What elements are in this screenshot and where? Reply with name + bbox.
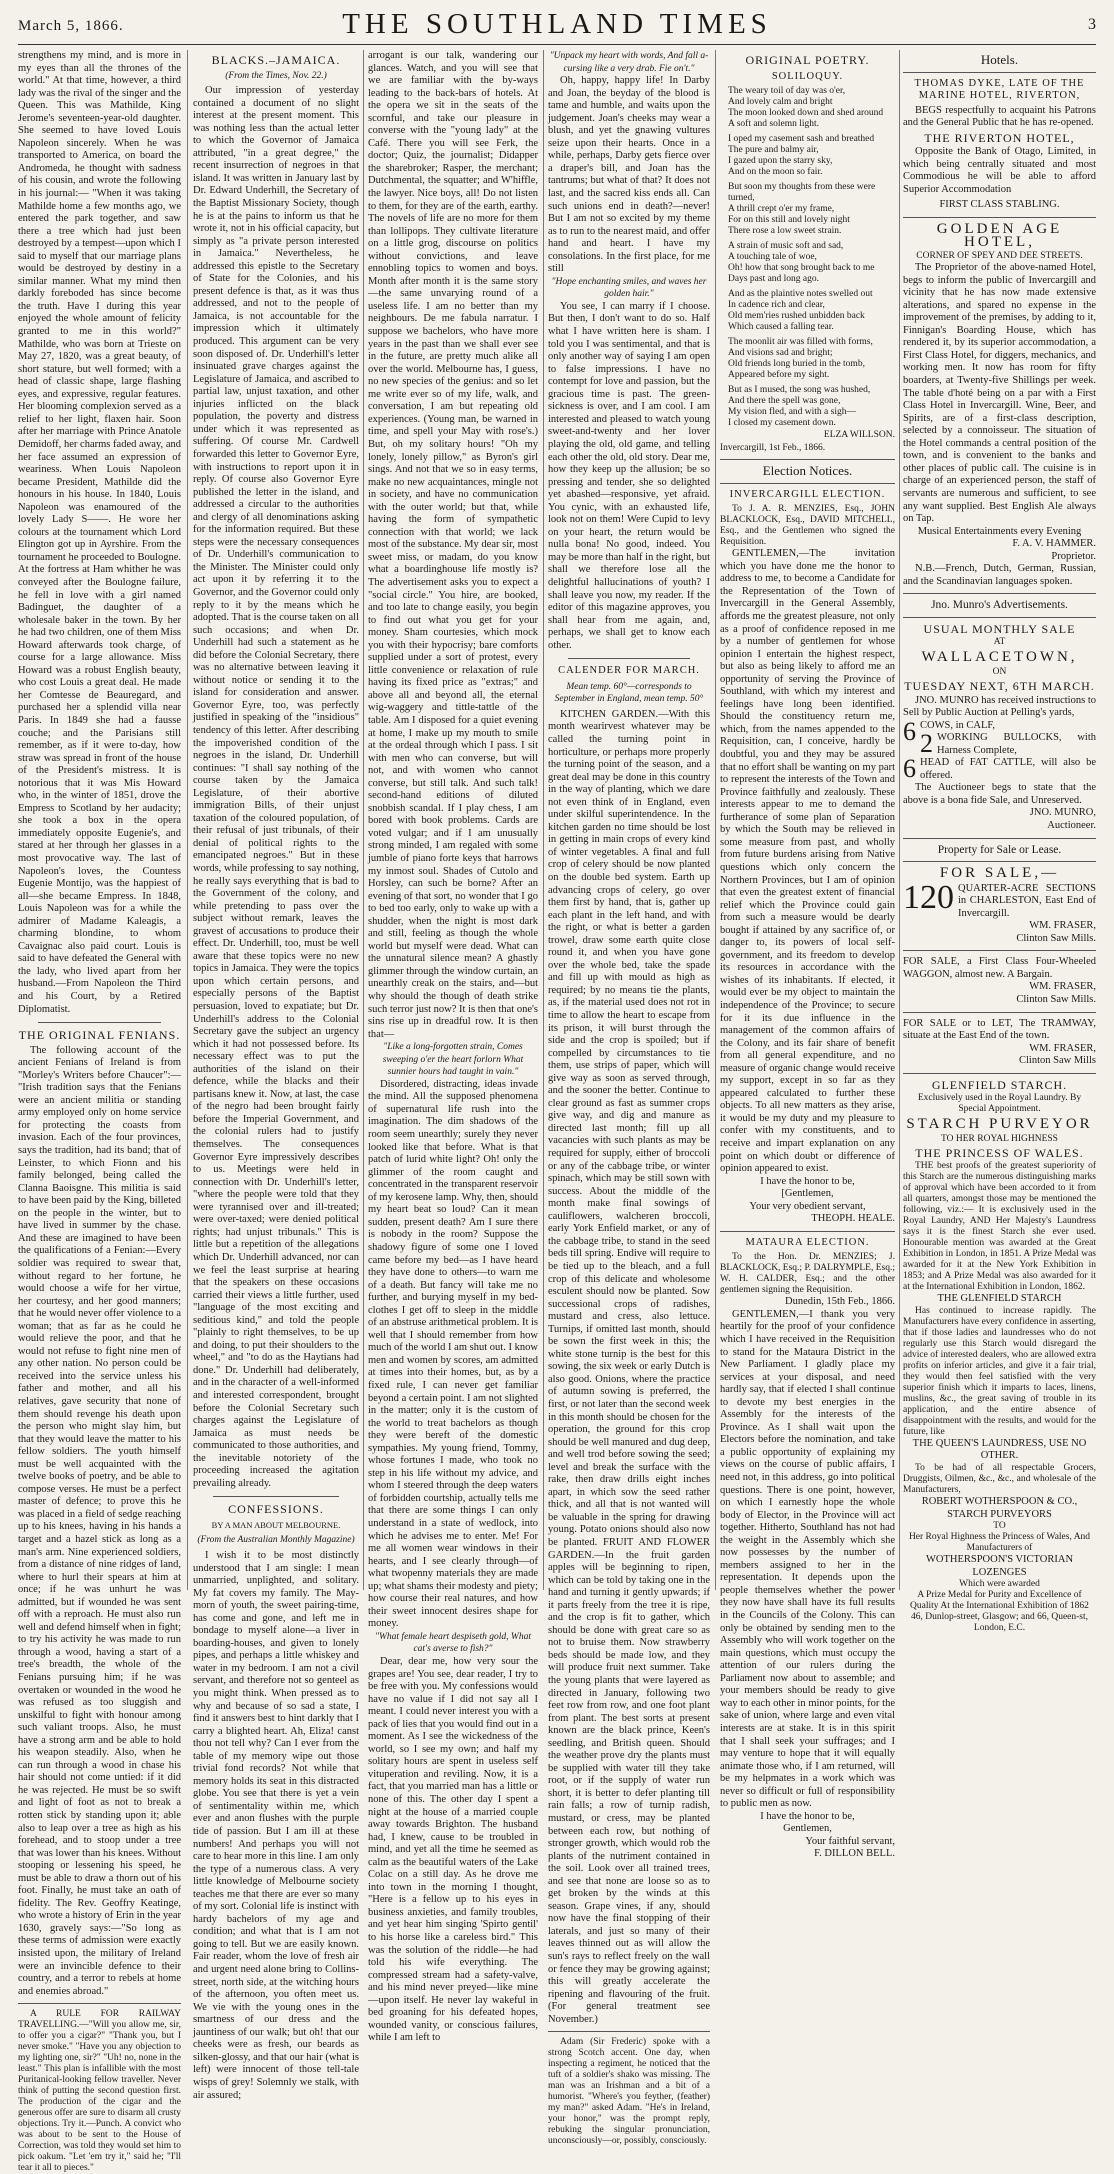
sale-place: WALLACETOWN, xyxy=(921,649,1078,666)
starch-lozenges: WOTHERSPOON'S VICTORIAN LOZENGES xyxy=(925,1554,1074,1578)
napoleon-article-continued: strengthens my mind, and is more in my eyes than all the thrones of the world." At that time, however, a third lady was the rival of the singer and the Queen. This was Mathilde, King Jerome's seventeen-year-old daughter. She seemed to have loved Louis Napoleon sincerely. When he was transported to America, on board the Andromeda, he thought with sadness of his cousin, and wrote the following in his journal:— "When it was taking Mathilde home a few months ago, we entered the park together, and saw there a tree which had just been destroyed by a tempest—upon which I said to myself that our marriage plans would be destroyed by destiny in a similar manner. What my mind then darkly foreboded has since become the truth. Have I during this year enjoyed the whole amount of felicity granted to me in this world?" Mathilde, who was born at Trieste on May 27, 1820, was a great beauty, of short stature, but well formed; with a head of classic shape, large flashing eyes, and expressive, regular features. Her blooming complexion served as a relief to her light, flaxen hair. Soon after her marriage with Prince Anatole Demidoff, her charms faded away, and her face assumed an expression of weariness. When Louis Napoleon became President, Mathilde did the honours in his house. In 1840, Louis Napoleon was enamoured of the lovely Lady S——. He wore her colours at the tournament which Lord Elington got up in Ayrshire. From the tournament he proceeded to Boulogne. At the fortress at Ham whither he was conveyed after the Boulogne failure, he fell in love with a girl named Badinguet, the daughter of a wholesale baker in the town. By her he had two children, one of them Miss Howard afterwards took charge, of course for a large allowance. Miss Howard was a robust English beauty, who cost Louis a great deal. He made her Comtesse de Beauregard, and purchased her a splendid villa near Paris. In 1849 she had a fausse couche; and the Parisians still remember, as if it were to-day, how straw was spread in front of the house of the President's mistress. It is notorious that it was Mis Howard who, in the winter of 1851, drove the Empress to Scotland by her audacity; she took a box in the opera immediately opposite Eugenie's, and stared at her through her glasses in a most provocative way. The last of Napoleon's loves, the Countess Eugenie Montijo, was the happiest of all—she became Empress. In 1848, Louis Napoleon was for a while the admirer of Madame Kaleagis, a charming blondine, to whom Cavaignac also paid court. Louis is said to have defeated the General with the lady, who lived apart from her husband.—From Napoleon the Third and his Court, by a Retired Diplomatist. xyxy=(18,50,181,1015)
column-2 xyxy=(193,50,359,2101)
property-header: Property for Sale or Lease. xyxy=(937,843,1062,856)
fraser-signature: WM. FRASER, xyxy=(1029,920,1096,932)
page-number: 3 xyxy=(1088,16,1096,33)
tramway-ad: FOR SALE or to LET, The TRAMWAY, situate at the East End of the town. xyxy=(903,1017,1096,1042)
poem-line: And on the moon so fair. xyxy=(728,167,823,178)
closing-line: I have the honor to be, xyxy=(760,1175,855,1187)
poem-line: A thrill crept o'er my frame, xyxy=(728,204,835,215)
hotels-header: Hotels. xyxy=(980,52,1019,67)
poem-line: The weary toil of day was o'er, xyxy=(728,86,846,97)
sale-items xyxy=(903,716,1096,784)
riverton-ad-title: THOMAS DYKE, LATE OF THE MARINE HOTEL, RIVERTON, xyxy=(914,77,1085,102)
column-rule xyxy=(363,50,364,1590)
column-1 xyxy=(18,50,181,2174)
invercargill-address: To J. A. R. MENZIES, Esq., JOHN BLACKLOCK, Esq., DAVID MITCHELL, Esq., and the Gentlemen who signed the Requisition. xyxy=(720,504,895,548)
starch-maker: ROBERT WOTHERSPOON & CO., xyxy=(921,1496,1078,1508)
column-6 xyxy=(903,50,1096,1634)
column-rule xyxy=(543,50,544,1590)
poem-line: A touching tale of woe, xyxy=(728,252,817,263)
column-3 xyxy=(368,50,538,2044)
closing-line: [Gentlemen, xyxy=(781,1188,834,1200)
poem-line: The moonlit air was filled with forms, xyxy=(728,337,873,348)
poem-line: And there the spell was gone, xyxy=(728,396,841,407)
sale-text: JNO. MUNRO has received instructions to Sell by Public Auction at Pelling's yards, xyxy=(903,694,1096,719)
sale-title: USUAL MONTHLY SALE xyxy=(923,621,1076,636)
signature: THEOPH. HEALE. xyxy=(811,1213,895,1225)
sale-item-text: COWS, in CALF, xyxy=(920,719,996,731)
separator xyxy=(903,593,1096,594)
mataura-election-title: MATAURA ELECTION. xyxy=(745,1236,870,1248)
fraser-mills: Clinton Saw Mills. xyxy=(1016,932,1096,944)
separator xyxy=(18,2003,181,2004)
poem-line: I closed my casement down. xyxy=(728,418,836,429)
starch-maker-2: STARCH PURVEYORS xyxy=(947,1508,1052,1520)
closing-line: I have the honor to be, xyxy=(760,1810,855,1822)
confessions-title: CONFESSIONS. xyxy=(228,1502,324,1517)
separator xyxy=(720,483,895,484)
starch-maker-3: Her Royal Highness the Princess of Wales, And Manufacturers of xyxy=(908,1532,1091,1554)
riverton-ad-text-2: Opposite the Bank of Otago, Limited, in which being centrally situated and most Commodious he will be able to afford Superior Accommodation xyxy=(903,146,1096,195)
poem-line: And lovely calm and bright xyxy=(728,97,833,108)
sale-signature: JNO. MUNRO, xyxy=(1029,807,1096,819)
separator xyxy=(213,1496,339,1497)
separator xyxy=(903,861,1096,862)
adam-anecdote: Adam (Sir Frederic) spoke with a strong Scotch accent. One day, when inspecting a regiment, he noticed that the tuft of a soldier's shako was missing. The man was an Irishman and a bit of a humorist. "Where's you feyther, (feather) my man?" asked Adam. "He's in Ireland, your honor," was the prompt reply, rebuking the singular pronunciation, unconsciously—or, possibly, consciously. xyxy=(548,2037,710,2147)
waggon-ad: FOR SALE, a First Class Four-Wheeled WAGGON, almost new. A Bargain. xyxy=(903,956,1096,980)
separator xyxy=(903,217,1096,218)
separator xyxy=(903,72,1096,73)
issue-date: March 5, 1866. xyxy=(18,18,124,34)
sale-at: AT xyxy=(993,637,1006,648)
starch-purveyor: STARCH PURVEYOR xyxy=(906,1116,1093,1133)
poem-line: Oh! how that song brought back to me xyxy=(728,263,875,274)
calendar-title: CALENDER FOR MARCH. xyxy=(558,665,700,677)
sale-item-count: 6 xyxy=(903,754,916,784)
verse-quote-0: "Unpack my heart with words, And fall a-cursing like a very drab. Fie on't." xyxy=(549,51,709,74)
mataura-date: Dunedin, 15th Feb., 1866. xyxy=(785,1296,895,1308)
poem-line: The moon looked down and shed around xyxy=(728,108,884,119)
separator xyxy=(903,1012,1096,1013)
riverton-hotel-name: THE RIVERTON HOTEL, xyxy=(924,130,1075,145)
masthead xyxy=(18,10,1096,44)
confessions-article: I wish it to be most distinctly understood that I am single: I mean unmarried, unplighted, and solitary. My fat covers my family. The May-morn of youth, the sweet pairing-time, has come and gone, and left me in bondage to myself alone—a liver in boarding-houses, and given to lonely pipes, and perhaps a little whiskey and water in my bedroom. I am not a civil servant, and therefore not so genteel as you might think. When pressed as to why and because of so sad a state, I find it answers best to hint darkly that I carry a blighted heart. Ah, Eliza! canst thou not tell why? Can I ever from the table of my memory wipe out those trivial fond records? Not while that memory holds its seat in this distracted globe. You see that there is yet a vein of sentimentality within me, which ever and anon flushes with the purple tide of passion. But I am ill at these numbers! And perhaps you will not care to hear more in this line. I am only the type of a numerous class. A very little knowledge of Melbourne society teaches me that there are ever so many of my sort. Colonial life is instinct with hardy bachelors of my age and condition; and what that is I am not going to tell. But we are easily known. Fair reader, whom the love of fresh air and urgent need alone bring to Collins-street, north side, at the witching hours of the afternoon, you often meet us. We vie with the young ones in the smartness of our dress and the jauntiness of our walk; but oh! that our cheeks were as fresh, our beards as silken-glossy, and that our hair (what is left) were innocent of those tell-tale wisps of grey! Solemnly we stalk, with air assured; xyxy=(193,1549,359,2101)
confessions-continued-3: Dear, dear me, how very sour the grapes are! You see, dear reader, I try to be free with you. My confessions would have no value if I did not say all I meant. I could never interest you with a pack of lies that you would find out in a moment. As I see the wickedness of the world, so I see my own; and half my solitary hours are spent in useless self vituperation and reviling. Now, it is a fact, that you married man has a little or none of this. The other day I spent a night at the house of a married couple away towards Brighton. The husband had, I knew, cause to be troubled in mind, and yet all the time he seemed as calm as the beautiful waters of the Lake Colac on a still day. As he drove me into town in the morning I thought, "Here is a fellow up to his eyes in business anxieties, and family troubles, and yet hear him singing 'Spirto gentil' to his horse like a careless bird." This was the solution of the riddle—he had told his wife everything. The compressed stream had a safety-valve, and his mind never preyed—like mine—upon itself. He never lay wakeful in bed groaning for his defeated hopes, wounded vanity, or conscious failures, while I am left to xyxy=(368,1656,538,2044)
confessions-continued-1: arrogant is our talk, wandering our glances. Watch, and you will see that we are familiar with the by-ways leading to the back-bars of hotels. At the opera we sit in the seats of the scornful, and take our pleasure in converse with the "young lady" at the Café. There you will see Ferk, the doctor; Quiz, the journalist; Didapper the sharebroker; Rasper, the merchant; Dutchmental, the squatter; and W'hiffle, the lawyer. Nice boys, all! Do not listen to them, for they are of the earth, earthy. The novels of life are no more for them than lollipops. They cultivate literature on a little grog, discourse on politics without convictions, and leave ennobling topics to women and boys. Month after month it is the same story—the same unvarying round of a useless life. I am no better than my neighbours. De me fabula narratur. I suppose we bachelors, who have more years in the past than we shall ever see in the future, are pretty much alike all over the world. Melbourne has, I guess, no new species of the genius: and so let me write ever so of my life, walk, and conversation, I am but repeating old experiences. (Young man, be warned in time, and spell your May with rose's.) But, oh my solitary hours! "Oh my lonely, lonely pillow," as Byron's girl sings. And not that we so in easy terms, make no new acquaintances, mingle not in society, and have no communication with the outer world; but that, while having the form of sympathetic connection with that world; we lack most of the substance. My dear sir, most sweet miss, or madam, do you know what a boardinghouse life mostly is? The advertisement asks you to expect a "social circle." You hire, are booked, and too late to change easily, you begin to find out what you get for your money. Sham courtesies, which mock you with their hypocrisy; bare comforts supplied under a sort of protest, every little convenience or relaxation of rule having its fixed price as "extras;" and above all and beyond all, the eternal wig-waggery and tittle-tattle of the table. Am I disposed for a quiet evening at home, I make up my mouth to smile at the ordeal through which I pass. I sit with men who can converse, but will not, and with women who cannot converse, but still talk. And such talk! second-hand editions of diluted snobbish scandal. If I play chess, I am bored with book problems. Cards are voted vulgar; and if I am unusually strong minded, I am regaled with some jumble of piano forte keys that harrows my inmost soul. Shades of Cutolo and Horsley, can such be borne? After an evening of that sort, no wonder that I go to bed too early, only to wake up with a shudder, when the night is most dark and still, feeling as though the whole world but myself were dead. What can the unnatural silence mean? A ghastly glimmer through the window curtain, an unearthly creak on the stairs, and—but why should the though of death strike such terror just now? It is then that one's sins rise up in dreadful row. It is then that— xyxy=(368,50,538,1040)
poem-line: And as the plaintive notes swelled out xyxy=(728,289,873,300)
separator xyxy=(720,459,895,460)
invercargill-election-title: INVERCARGILL ELECTION. xyxy=(729,488,886,500)
separator xyxy=(548,2031,710,2032)
fraser-mills: Clinton Saw Mills xyxy=(1018,1055,1096,1067)
sale-item-count: 2 xyxy=(920,729,933,759)
starch-subtitle: Exclusively used in the Royal Laundry. By Special Appointment. xyxy=(917,1093,1082,1115)
fenians-article: The following account of the ancient Fenians of Ireland is from "Morley's Writers before Chaucer":— "Irish tradition says that the Fenians were an ancient militia or standing army employed only on home service for protecting the coasts from invasion. Each of the four provinces, says the tradition, had its band; that of Leinster, to which Fionn and his family belonged, being called the Clanna Baoisgne. This militia is said to have been paid by the King, billeted on the people in the winter, but to have lived in summer by the chase. And these are imagined to have been the qualifications of a Fenian:—Every soldier was required to swear that, without regard to her fortune, he would choose a wife for her virtue, her courtesy, and her good manners; that he would never offer violence to a woman; that as far as he could he would relieve the poor, and that he would not refuse to fight nine men of any other nation. No person could be received into the service unless his father and mother, and all his relatives, gave security that none of them should revenge his death upon the person who might slay him, but that they would leave the matter to his fellow soldiers. The youth himself must be well acquainted with the twelve books of poetry, and be able to compose verses. He must be a perfect master of defence; to prove this he was placed in a field of sedge reaching up to his knees, having in his hands a target and a hazel stick as long as a man's arm. Nine experienced soldiers, from a distance of nine ridges of land, where to hurl their spears at him at once; if he was unhurt he was admitted, but if wounded he was sent off with a reproach. He must also run well and defend himself when in fight; to try his activity he was made to run through a wood, having a start of a tree's breadth, the whole of the Fenians pursuing him; if he was overtaken or wounded in the wood he was refused as too sluggish and unskilful to fight with honour among such valiant troops. Also, he must have a strong arm and be able to hold his weapon steadily. Also, when he can run through a wood in chase his hair should not come untied: if it did he was rejected. He must be so swift and light of foot as not to break a rotten stick by standing upon it; able also to leap over a tree as high as his forehead, and to stoop under a tree that was lower than his knees. Without stooping or lessening his speed, he must be able to draw a thorn out of his foot. Finally, he must take an oath of fidelity. The Rev. Geoffry Keatinge, who wrote a history of Erin in the year 1630, gravely says:—"So long as these terms of admission were exactly insisted upon, the military of Ireland were an invincible defence to their country, and a terror to rebels at home and enemies abroad." xyxy=(18,1044,181,1997)
golden-age-address: CORNER OF SPEY AND DEE STREETS. xyxy=(916,251,1083,262)
poem-line: In cadence rich and clear, xyxy=(728,300,825,311)
mataura-address: To the Hon. Dr. MENZIES; J. BLACKLOCK, Esq.; P. DALRYMPLE, Esq.; W. H. CALDER, Esq.; and the other gentlemen signing the Requisition. xyxy=(720,1252,895,1296)
poem-line: There rose a low sweet strain. xyxy=(728,226,842,237)
fraser-mills: Clinton Saw Mills. xyxy=(1016,994,1096,1005)
poem-line: Days past and long ago. xyxy=(728,274,820,285)
sale-note: The Auctioneer begs to state that the above is a bona fide Sale, and Unreserved. xyxy=(903,782,1096,806)
starch-text-2: Has continued to increase rapidly. The Manufacturers have every confidence in asserting, that if those ladies and laundresses who do not regularly use this Starch would disregard the advice of interested dealers, who are allowed extra profits on inferior articles, and give it a fair trial, they would then feel satisfied with the very superior finish which it imparts to laces, linens, muslins, &c., the great saving of trouble in its application, and the entire absence of disappointment with the results, and would for the future, like xyxy=(903,1305,1096,1437)
separator xyxy=(903,1073,1096,1074)
sections-count: 120 xyxy=(903,878,954,916)
column-rule xyxy=(715,50,716,1590)
poem-line: A soft and solemn light. xyxy=(728,119,820,130)
starch-to-2: TO xyxy=(993,1521,1006,1532)
sale-item-text: HEAD of FAT CATTLE, will also be offered. xyxy=(920,757,1096,781)
sale-item-count: 6 xyxy=(903,716,916,746)
starch-to: TO HER ROYAL HIGHNESS xyxy=(941,1133,1058,1144)
starch-text: THE best proofs of the greatest superiority of this Starch are the numerous distinguishing marks of approval which have been accorded to it from all quarters, amongst those may be mentioned the following, viz.:— It is exclusively used in the Royal Laundry, AND Her Majesty's Laundress says it is the finest Starch she ever used. Honourable mention was awarded at the Great Exhibition in London, in 1851. A Prize Medal was awarded for it at the New York Exhibition in 1853; and A Prize Medal was also awarded for it at the International Exhibition in London, 1862. xyxy=(903,1161,1096,1293)
poem-line: I gazed upon the starry sky, xyxy=(728,156,833,167)
separator xyxy=(903,950,1096,951)
poem-line: Old friends long buried in the tomb, xyxy=(728,359,865,370)
starch-lozenges-2: Which were awarded xyxy=(959,1579,1040,1590)
confessions-byline: BY A MAN ABOUT MELBOURNE. xyxy=(211,1519,341,1530)
column-rule xyxy=(187,50,188,1590)
poem-line: But as I mused, the song was hushed, xyxy=(728,385,871,396)
poetry-header: ORIGINAL POETRY. xyxy=(745,53,870,67)
golden-age-text: The Proprietor of the above-named Hotel, begs to inform the public of Invercargill and vicinity that he has now made extensive alterations, and spared no expense in the improvement of the premises, by adding to it, Finnigan's Boarding House, which has rendered it, by its superior accommodation, a First Class Hotel, for diggers, mechanics, and working men. It now has room for fifty boarders, at Twenty-five Shillings per week. The table d'hoté being on a par with a First Class Hotel in Invercargill. Wine, Beer, and Spirits, are of a first-class description, selected by a connoisseur. The situation of the Hotel commands a central position of the town, and is convenient to the banks and other places of public call. The cuisine is in charge of an experienced person, the staff of servants are numerous and sufficient, to see any want supplied. Best English Ale always on Tap. xyxy=(903,262,1096,525)
poem-line: Old mem'ries rushed unbidden back xyxy=(728,311,865,322)
poem-line: Appeared before my sight. xyxy=(728,370,830,381)
verse-quote-1: "Like a long-forgotten strain, Comes sweeping o'er the heart forlorn What sunnier hours had taught in vain." xyxy=(382,1042,524,1078)
stabling-line: FIRST CLASS STABLING. xyxy=(939,199,1060,211)
golden-age-proprietor: Proprietor. xyxy=(1051,550,1096,562)
poem-title: SOLILOQUY. xyxy=(771,70,844,82)
calendar-article: KITCHEN GARDEN.—With this month wearirvest whatever may be called the turning point in horticulture, or perhaps more properly the turning point of the season, and a great deal may be done in this country in the way of planting, which we dare not even think of in England, even under skilful superintendence. In the kitchen garden no time should be lost in getting in main crops of every kind of winter vegetables. A final and full crop of celery should be now planted on the double bed system. Earth up advancing crops of celery, go over them first by hand, that is, gather up each plant in the left hand, and with the right, or what is better a garden trowel, draw some earth quite close round it, and when you have gone over the whole bed, take the spade and fill up with mould as high as required; by no means tie the plants, as, if the material used does not rot in time to allow the heart to escape from its prison, it will burst through the side and the crop is spoiled; but if compelled by circumstances to tie them, use strips of paper, which will give way as soon as served through, and the sooner the better. Continue to clear ground as fast as summer crops give way, and dig and manure as directed last month; fill up all vacancies with such plants as may be required for supply, either of broccoli or any of the cabbage tribe, or winter spinach, which may be still sown with success. About the middle of the month make final sowings of cauliflowers, walcheren broccoli, early York Enfield market, or any of the cabbage tribe, to stand in the seed beds till spring. Endive will require to be tied up to the bleach, and a full crop of this delicate and wholesome esculent should now be planted. Sow successional crops of radishes, mustard and cress, also lettuce. Turnips, if omitted last month, should be sown the first week in this; the white stone turnip is the best for this sowing, the six week or early Dutch is also good. Onions, where the practice of autumn sowing is preferred, the first, or not later than the second week in this month should be chosen for the operation, the ground for this crop should be well manured and dug deep, and well trod before sowing the seed; level and break the surface with the rake, then draw drills eight inches apart, in which sow the seed rather thick, and all that is not wanted will be valuable in the spring for drawing young. Potato onions should also now be planted. FRUIT AND FLOWER GARDEN.—In the fruit garden apples will be beginning to ripen, which can be told by taking one in the hand and turning it gently upwards; if it parts freely from the tree it is ripe, and the crop is fit to gather, which should be done with great care so as not to bruise them. Now strawberry beds should be made low, and they will produce fruit next summer. Take the young plants that were layered as directed in January, following two feet row from row, and one foot plant from plant. The best sorts at present known are the black prince, Keen's seedling, and British queen. Should the weather prove dry the plants must be supplied with water till they take root, or if the supply of water run short, it is better to defer planting till rain falls; a row of turnip radish, mustard, or cress, may be planted between each row, but nothing of stronger growth, which would rob the plants of the nutriment contained in the soil. Look over all trained trees, and see that none are loose so as to get broken by the winds at this season. Grape vines, if any, should now have the final stopping of their laterals, and just so many of their leaves thinned out as will allow the sun's rays to reflect freely on the wall or fence they may be growing against; this will greatly accelerate the ripening and flavouring of the fruit. (For general treatment see November.) xyxy=(548,708,710,2025)
sale-item-text: WORKING BULLOCKS, with Harness Complete, xyxy=(937,732,1096,756)
mataura-letter: GENTLEMEN,—I thank you very heartily for the proof of your confidence which I have received in the Requisition to stand for the Mataura District in the New Parliament. I gladly place my services at your disposal, and need hardly say, that if elected I shall continue to devote my best energies in the Assembly for the interests of the Province. As I shall wait upon the Electors before the nomination, and take a public opportunity of explaining my views on the course of public affairs, I need not, in this address, go into political questions. There is one point, however, on which I earnestly hope the whole body of Elector, in the Province will act together. Hitherto, Southland has not had the weight in the Assembly which she now possesses by the number of members assigned to her in the representation. It depends upon the people themselves whether the power they now have shall have its full results in the Councils of the Colony. This can only be obtained by sending men to the Assembly who will work together on the main questions, which must occupy the attention of our rulers during the Parliament now about to assemble; and your members should be ready to give way to each other in minor points, for the sake of union, where large and even vital interests are at stake. It is in this spirit that I shall seek your suffrages; and I may venture to hope that it will equally animate those who, if I am returned, will be my helpmates in a work which was never so difficult or full of responsibility to public men as now. xyxy=(720,1308,895,1810)
separator xyxy=(568,658,690,659)
fenians-title: THE ORIGINAL FENIANS. xyxy=(18,1028,181,1043)
closing-line: Gentlemen, xyxy=(783,1823,832,1835)
golden-age-title: GOLDEN AGE HOTEL, xyxy=(936,221,1063,250)
newspaper-title: THE SOUTHLAND TIMES xyxy=(342,8,772,40)
top-rule xyxy=(18,44,1096,45)
confessions-continued-4: Oh, happy, happy life! In Darby and Joan, the beyday of the blood is tame and humble, and waits upon the judgement. Joan's cheeks may wear a blush, and yet the gnawing vultures seize upon their hearts. Once in a while, perhaps, Darby gets fierce over a draper's bill, and Joan has the tantrums; but what of that? It does not last, and the sacred kiss ends all. Can such unions end in death?—never! But I am not so excited by my theme as to run to the nearest maid, and offer hand and heart. I have my consolations. In the first place, for me still xyxy=(548,75,710,275)
sale-date: TUESDAY NEXT, 6TH MARCH. xyxy=(904,678,1095,693)
fraser-signature: WM. FRASER, xyxy=(1029,1042,1096,1054)
jamaica-source: (From the Times, Nov. 22.) xyxy=(225,70,327,81)
poem-line: And visions sad and bright; xyxy=(728,348,833,359)
sale-item xyxy=(903,729,1096,759)
sale-item xyxy=(903,754,1096,784)
column-5 xyxy=(720,50,895,1860)
sale-on: ON xyxy=(992,666,1007,677)
fraser-signature: WM. FRASER, xyxy=(1029,981,1096,993)
signature: F. DILLON BELL. xyxy=(814,1848,895,1860)
jamaica-title: BLACKS.–JAMAICA. xyxy=(211,53,341,67)
starch-title: GLENFIELD STARCH. xyxy=(931,1077,1068,1092)
separator xyxy=(38,1022,161,1023)
golden-age-music: Musical Entertainments every Evening xyxy=(917,525,1082,537)
closing-line: Your faithful servant, xyxy=(805,1835,895,1847)
verse-quote-3: "Hope enchanting smiles, and waves her golden hair." xyxy=(551,276,707,300)
footnote-anecdotes: A RULE FOR RAILWAY TRAVELLING.—"Will you allow me, sir, to offer you a cigar?" "Thank you, but I never smoke." "Have you any objection to my lighting one, sir?" "Uh! no, none in the least." This plan is infallible with the most Puritanical-looking fellow traveller. Never think of putting the second question first. The production of the cigar and the generous offer are sure to disarm all crusty objections. Try it.—Punch. A convict who was about to be sent to the House of Correction, was told they would set him to pick oakum. "Let 'em try it," said he; "I'll tear it all to pieces." xyxy=(18,2009,181,2174)
poem-line: For on this still and lovely night xyxy=(728,215,850,226)
poem-line: My vision fled, and with a sigh— xyxy=(728,407,856,418)
riverton-ad-text: BEGS respectfully to acquaint his Patrons and the General Public that he has re-opened. xyxy=(903,104,1096,129)
sale-auctioneer: Auctioneer. xyxy=(1047,819,1096,831)
starch-name-2: THE GLENFIELD STARCH xyxy=(937,1293,1062,1305)
separator xyxy=(903,617,1096,618)
election-header: Election Notices. xyxy=(762,463,853,479)
sections-ad xyxy=(903,878,1096,921)
verse-quote-2: "What female heart despiseth gold, What cat's averse to fish?" xyxy=(375,1631,531,1655)
for-sale-title: FOR SALE,— xyxy=(939,865,1060,882)
munro-header: Jno. Munro's Advertisements. xyxy=(931,599,1068,612)
poem-line: I oped my casement sash and breathed xyxy=(728,134,875,145)
separator xyxy=(903,838,1096,839)
separator xyxy=(720,1231,895,1232)
poem-date: Invercargill, 1st Feb., 1866. xyxy=(720,442,826,453)
confessions-conclusion: You see, I can marry if I choose. But then, I don't want to do so. Half what I have written here is sham. I told you I was sentimental, and that is only another way of saying I am open to false impressions. I have no contempt for love and passion, but the gracious time is past. The green-sickness is over, and I am cool. I am interested and pleased to watch young sweet-and-twenty and her lover playing the old, old game, and telling each other the old, old story. Dear me, how they keep up the allusion; be so pressing and tender, she so delighted yet abashed—responsive, yet afraid. You cynic, with an exhausted life, look not on them! Were Cupid to levy on your heart, the return would be nulla bona! No good, indeed. You may be more than half in the right, but shall we therefore lose all the delightful hallucinations of youth? I shall leave you now, my reader. If the editor of this magazine approves, you shall hear from me again, and, perhaps, we shall get to know each other. xyxy=(548,300,710,651)
poem-soliloquy xyxy=(720,86,895,429)
starch-princess: THE PRINCESS OF WALES. xyxy=(915,1145,1084,1160)
starch-address: 46, Dunlop-street, Glasgow; and 66, Queen-st, London, E.C. xyxy=(910,1612,1089,1634)
confessions-source: (From the Australian Monthly Magazine) xyxy=(197,1535,355,1546)
closing-line: Your very obedient servant, xyxy=(749,1200,866,1212)
invercargill-letter: GENTLEMEN,—The invitation which you have done me the honor to address to me, to become a Candidate for the Representation of the Town of Invercargill in the General Assembly, affords me the greatest pleasure, not only as a proof of confidence reposed in me by a number of gentlemen for whose opinion I entertain the highest respect, but also as being likely to afford me an opportunity of serving the Province of Southland, with which my interest and feelings have long been identified. Should the constituency return me, which, from the names appended to the Requisition, can, I conceive, hardly be doubtful, you and they may be assured that no effort shall be wanting on my part to represent the interests of the Town and Province faithfully and zealously. These interests appear to me to demand the furtherance of some plan of Separation by which the South may be relieved in some measure from past, and wholly from future burdens arising from Native questions which only concern the Northern Provinces, but I am of opinion that even the greatest extent of financial relief which the Province could gain from such a measure would be dearly bought if attained by any sacrifice of, or danger to, its powers of local self-government, and its freedom to develop its resources in accordance with the wishes of its inhabitants. If elected, it would ever be my object to maintain the independence of the Province; to secure for it its due influence in the management of the common affairs of the Colony, and its fair share of benefit from all general expenditure, and no measure of organic change would receive my support, except in so far as they appeared calculated to further these objects. To all new matters as they arise, it would be my duty and my pleasure to confer with my constituents, and to receive and impart explanation on any point on which doubt or difference of opinion appeared to exist. xyxy=(720,548,895,1175)
poem-line: The pure and balmy air, xyxy=(728,145,819,156)
starch-text-3: To be had of all respectable Grocers, Druggists, Oilmen, &c., &c., and wholesale of the Manufacturers, xyxy=(903,1463,1096,1496)
starch-quote: THE QUEEN'S LAUNDRESS, USE NO OTHER. xyxy=(912,1437,1087,1462)
column-rule xyxy=(899,50,900,1590)
confessions-continued-2: Disordered, distracting, ideas invade the mind. All the supposed phenomena of supernatural life rush into the imagination. The dim shadows of the room seem unearthly; surely they never looked like that before. What is that patch of lurid white light? Oh! only the glimmer of the room caught and concentrated in the transparent reservoir of my kerosene lamp. Why, then, should my heart beat so loud? Can it mean sudden, present death? Am I sure there is nobody in the room? Suppose the shadowy figure of some one I loved came before my bed—as I have heard they have done to others—to warn me of a death. But fancy will take me no further, and burying myself in my bed-clothes I get off to sleep in the middle of an abstruse arithmetical problem. It is well that I should remember from how much of the world I am shut out. I know men and women by scores, am admitted at times into their homes, but, as by a fixed rule, I can never get familiar beyond a certain point. I am not slighted in the matter; only it is the custom of the world to treat bachelors as though they were bereft of the domestic sympathies. My young friend, Tommy, whose fortunes I made, who took no step in his life without my advice, and whom I steered through the deep waters of forbidden courtship, actually tells me that there are some things I can only understand in a state of wedlock, into which he advises me to enter. Me! For me all women wear windows in their hearts, and I see clearly through—of what twopenny materials they are made up; what shams their modesty and piety; how course their real natures, and how their sweet innocent desires shape for money. xyxy=(368,1078,538,1630)
calendar-subtitle: Mean temp. 60°—corresponds to September in England, mean temp. 50° xyxy=(554,681,704,705)
column-4 xyxy=(548,50,710,2147)
poem-line: A strain of music soft and sad, xyxy=(728,241,844,252)
golden-age-signature: F. A. V. HAMMER. xyxy=(1012,538,1096,550)
poem-line: Which caused a falling tear. xyxy=(728,322,834,333)
poem-author: ELZA WILLSON. xyxy=(823,430,895,441)
jamaica-article: Our impression of yesterday contained a document of no slight interest at the present moment. This was nothing less than the actual letter to which the Governor of Jamaica attributed, "in a great degree," the recent insurrection of negroes in that island. It was written in January last by Dr. Edward Underhill, the Secretary of the Baptist Missionary Society, though he is at the pains to inform us that he wrote it, not in his official capacity, but simply as "a private person interested in Jamaica." Nevertheless, he addressed this epistle to the Secretary of State for the Colonies, and his present defence is that, as it was thus addressed, and not to the people of Jamaica, is not accountable for the impression which it ultimately produced. This argument can be very soon disposed of. Dr. Underhill's letter insinuated grave charges against the Legislature of Jamaica, and ascribed to partial law, unjust taxation, and other injuries inflicted on the black population, the poverty and distress under which it was represented as suffering. Of course Mr. Cardwell forwarded this letter to Governor Eyre, with instructions to report upon it in reply. Of course also Governor Eyre published the letter in the island, and addressed a circular to the authorities and clergy of all denominations asking for the information required. But these steps were the necessary consequences of Dr. Underhill's communication to the Minister. The Minister could only act upon it by referring it to the Governor, and the Governor could only reply to it by the means which he adopted. That is the course taken on all such occasions; and when Dr. Underhill had such a statement as he did before the Colonial Secretary, there was no alternative between leaving it without notice or sending it to the island for consideration and answer. Governor Eyre, too, was perfectly justified in speaking of the "insidious" tendency of this letter. After describing the impoverished condition of the negroes in the island, Dr. Underhill continues: "I shall say nothing of the course taken by the Jamaica Legislature, of their abortive immigration Bills, of their unjust taxation of the coloured population, of their refusal of just tribunals, of their denial of political rights to the emancipated negroes." But in these words, while professing to say nothing, he really says everything that is bad to the Government of the colony, and while pretending to pass over the subject without remark, leaves the gravest of accusations to produce their effect. Dr. Underhill, too, must be well aware that these topics were no new topics in Jamaica. They were the topics upon which certain persons, and especially persons of the Baptist persuasion, loved to expatiate; but Dr. Underhill's address to the Colonial Secretary gave the subject an urgency which it had not possessed before. Its necessary effect was to put the authorities of the island on their defence, while the blacks and their partisans knew it. Now, at last, the case of the negro had been brought fairly before the Imperial Government, and the colonial rulers had to justify themselves. The consequences Governor Eyre impressively describes to us. Meetings were held in connection with Dr. Underhill's letter, "where the people were told that they were tyrannised over and ill-treated; were over-taxed; were denied political rights; had unjust tribunals." This is little but a repetition of the allegations which Dr. Underhill advanced, nor can we feel the least surprise at hearing that the speakers on these occasions carried their views a little further, used "language of the most exciting and seditious kind," and told the people "plainly to right themselves, to be up and doing, to put their shoulders to the wheel," and "to do as the Haytians had done." Dr. Underhill had deliberately, and in the character of a well-informed and interested correspondent, brought before the Colonial Secretary such charges against the Legislature of Jamaica as must needs be communicated to those authorities, and the inevitable notoriety of the proceeding increased the agitation prevailing already. xyxy=(193,85,359,1489)
sections-text: QUARTER-ACRE SECTIONS in CHARLESTON, East End of Invercargill. xyxy=(958,882,1096,919)
starch-medal: A Prize Medal for Purity and Excellence of Quality At the International Exhibition of 1862 xyxy=(910,1590,1089,1612)
golden-age-nb: N.B.—French, Dutch, German, Russian, and the Scandinavian languages spoken. xyxy=(903,563,1096,587)
poem-line: But soon my thoughts from these were turned, xyxy=(728,182,876,204)
